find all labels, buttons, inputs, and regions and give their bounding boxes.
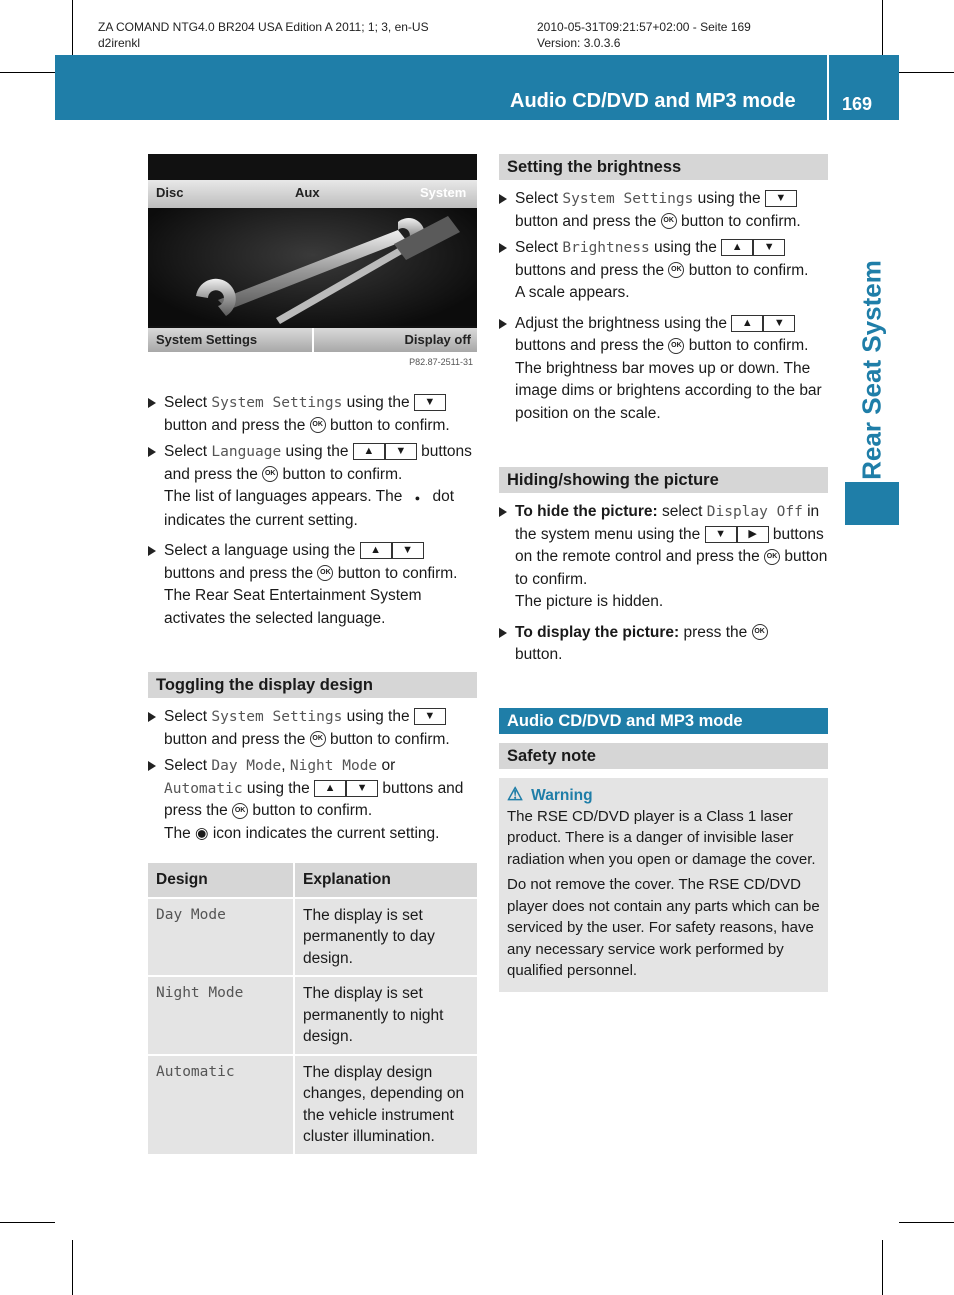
ok-button-icon: OK xyxy=(752,624,768,640)
step-arrow-icon xyxy=(499,507,507,517)
tools-picture xyxy=(148,208,477,326)
wrench-screwdriver-icon xyxy=(148,208,477,326)
down-key-icon: ▼ xyxy=(763,315,795,332)
image-code: P82.87-2511-31 xyxy=(409,357,473,367)
side-tab xyxy=(845,482,899,525)
screen-divider xyxy=(312,328,314,352)
up-key-icon: ▲ xyxy=(353,443,385,460)
table-header-explanation: Explanation xyxy=(294,863,477,898)
down-key-icon: ▼ xyxy=(414,394,446,411)
ok-button-icon: OK xyxy=(764,549,780,565)
right-key-icon: ▶ xyxy=(737,526,769,543)
crop-mark xyxy=(899,1222,954,1223)
step-arrow-icon xyxy=(499,194,507,204)
screen-tab-system: System xyxy=(420,185,467,200)
up-key-icon: ▲ xyxy=(721,239,753,256)
page-number: 169 xyxy=(842,94,873,114)
warning-box xyxy=(499,778,828,992)
section-toggling-display-design: Toggling the display design xyxy=(148,672,477,698)
ok-button-icon: OK xyxy=(661,213,677,229)
screen-tab-aux: Aux xyxy=(295,185,320,200)
section-safety-note: Safety note xyxy=(499,743,828,769)
warning-triangle-icon: ⚠ xyxy=(507,783,524,804)
down-key-icon: ▼ xyxy=(765,190,797,207)
table-cell-explanation: The display is set permanently to night design. xyxy=(294,976,477,1055)
crop-mark xyxy=(882,0,883,55)
up-key-icon: ▲ xyxy=(314,780,346,797)
section-audio-cd-dvd-mp3: Audio CD/DVD and MP3 mode xyxy=(499,708,828,734)
warning-header xyxy=(507,782,820,806)
image-footer xyxy=(148,352,477,373)
step-arrow-icon xyxy=(499,628,507,638)
step-arrow-icon xyxy=(499,243,507,253)
meta-text: ZA COMAND NTG4.0 BR204 USA Edition A 2011; 1; 3, en-US xyxy=(98,20,429,34)
step-select-language: Select Language using the ▲ ▼ buttons and press the OK button to confirm. The list of languages appears. The ● dot indicates the current setting. xyxy=(148,441,477,532)
warning-paragraph: Do not remove the cover. The RSE CD/DVD player does not contain any parts which can be serviced by the user. For safety reasons, have any necessary service work performed by qualified personnel. xyxy=(507,876,820,979)
table-row xyxy=(148,898,477,977)
step-arrow-icon xyxy=(148,398,156,408)
down-key-icon: ▼ xyxy=(392,542,424,559)
screen-display-off: Display off xyxy=(404,332,471,347)
table-cell-design: Night Mode xyxy=(148,976,294,1055)
table-row xyxy=(148,1055,477,1154)
step-toggle-system-settings: Select System Settings using the ▼ button and press the OK button to confirm. xyxy=(148,706,477,751)
section-setting-brightness: Setting the brightness xyxy=(499,154,828,180)
screen-bottom-bar xyxy=(148,328,477,352)
down-key-icon: ▼ xyxy=(753,239,785,256)
up-key-icon: ▲ xyxy=(360,542,392,559)
step-select-a-language: Select a language using the ▲ ▼ buttons and press the OK button to confirm. The Rear Seat Entertainment System activates the selected language. xyxy=(148,540,477,630)
crop-mark xyxy=(0,72,55,73)
step-arrow-icon xyxy=(148,761,156,771)
table-cell-explanation: The display is set permanently to day design. xyxy=(294,898,477,977)
crop-mark xyxy=(72,1240,73,1295)
crop-mark xyxy=(72,0,73,55)
step-adjust-brightness: Adjust the brightness using the ▲ ▼ buttons and press the OK button to confirm. The brightness bar moves up or down. The image dims or brightens according to the bar position on the scale. xyxy=(499,313,828,426)
table-header-row xyxy=(148,863,477,898)
screen-image xyxy=(148,154,477,373)
header-divider xyxy=(827,55,829,120)
radio-selected-icon: ◉ xyxy=(195,824,209,842)
meta-text: 2010-05-31T09:21:57+02:00 - Seite 169 xyxy=(537,20,751,34)
step-arrow-icon xyxy=(148,447,156,457)
screen-tab-bar xyxy=(148,180,477,208)
crop-mark xyxy=(882,1240,883,1295)
step-select-brightness: Select Brightness using the ▲ ▼ buttons and press the OK button to confirm. A scale appears. xyxy=(499,237,828,305)
table-row xyxy=(148,976,477,1055)
design-table xyxy=(148,863,477,1154)
ok-button-icon: OK xyxy=(317,565,333,581)
step-hide-picture: To hide the picture: select Display Off in the system menu using the ▼ ▶ buttons on the remote control and press the OK button to confirm. The picture is hidden. xyxy=(499,501,828,614)
ok-button-icon: OK xyxy=(668,262,684,278)
ok-button-icon: OK xyxy=(232,803,248,819)
screen-system-settings: System Settings xyxy=(156,332,258,347)
step-select-system-settings: Select System Settings using the ▼ button and press the OK button to confirm. xyxy=(148,392,477,437)
ok-button-icon: OK xyxy=(262,466,278,482)
print-meta-left xyxy=(98,19,429,51)
step-select-mode: Select Day Mode, Night Mode or Automatic using the ▲ ▼ buttons and press the OK button to confirm. The ◉ icon indicates the current setting. xyxy=(148,755,477,845)
table-cell-design: Day Mode xyxy=(148,898,294,977)
warning-title: Warning xyxy=(531,786,593,804)
step-arrow-icon xyxy=(148,712,156,722)
left-column xyxy=(148,154,477,1154)
table-header-design: Design xyxy=(148,863,294,898)
table-cell-design: Automatic xyxy=(148,1055,294,1154)
down-key-icon: ▼ xyxy=(414,708,446,725)
screen-tab-disc: Disc xyxy=(156,185,184,200)
right-column xyxy=(499,154,828,992)
step-arrow-icon xyxy=(499,319,507,329)
step-brightness-system-settings: Select System Settings using the ▼ button and press the OK button to confirm. xyxy=(499,188,828,233)
crop-mark xyxy=(0,1222,55,1223)
up-key-icon: ▲ xyxy=(731,315,763,332)
down-key-icon: ▼ xyxy=(385,443,417,460)
ok-button-icon: OK xyxy=(310,417,326,433)
down-key-icon: ▼ xyxy=(346,780,378,797)
ok-button-icon: OK xyxy=(310,731,326,747)
step-display-picture: To display the picture: press the OK button. xyxy=(499,622,828,667)
side-section-title: Rear Seat System xyxy=(856,260,887,480)
table-cell-explanation: The display design changes, depending on the vehicle instrument cluster illumination. xyxy=(294,1055,477,1154)
section-hiding-showing-picture: Hiding/showing the picture xyxy=(499,467,828,493)
dot-icon: ● xyxy=(414,493,421,503)
warning-paragraph: The RSE CD/DVD player is a Class 1 laser product. There is a danger of invisible laser radiation when you open or damage the cover. xyxy=(507,807,816,868)
page-title: Audio CD/DVD and MP3 mode xyxy=(510,90,796,112)
print-meta-right xyxy=(537,19,751,51)
meta-text: Version: 3.0.3.6 xyxy=(537,36,621,50)
meta-text: d2irenkl xyxy=(98,36,141,50)
ok-button-icon: OK xyxy=(668,338,684,354)
step-arrow-icon xyxy=(148,546,156,556)
crop-mark xyxy=(899,72,954,73)
down-key-icon: ▼ xyxy=(705,526,737,543)
